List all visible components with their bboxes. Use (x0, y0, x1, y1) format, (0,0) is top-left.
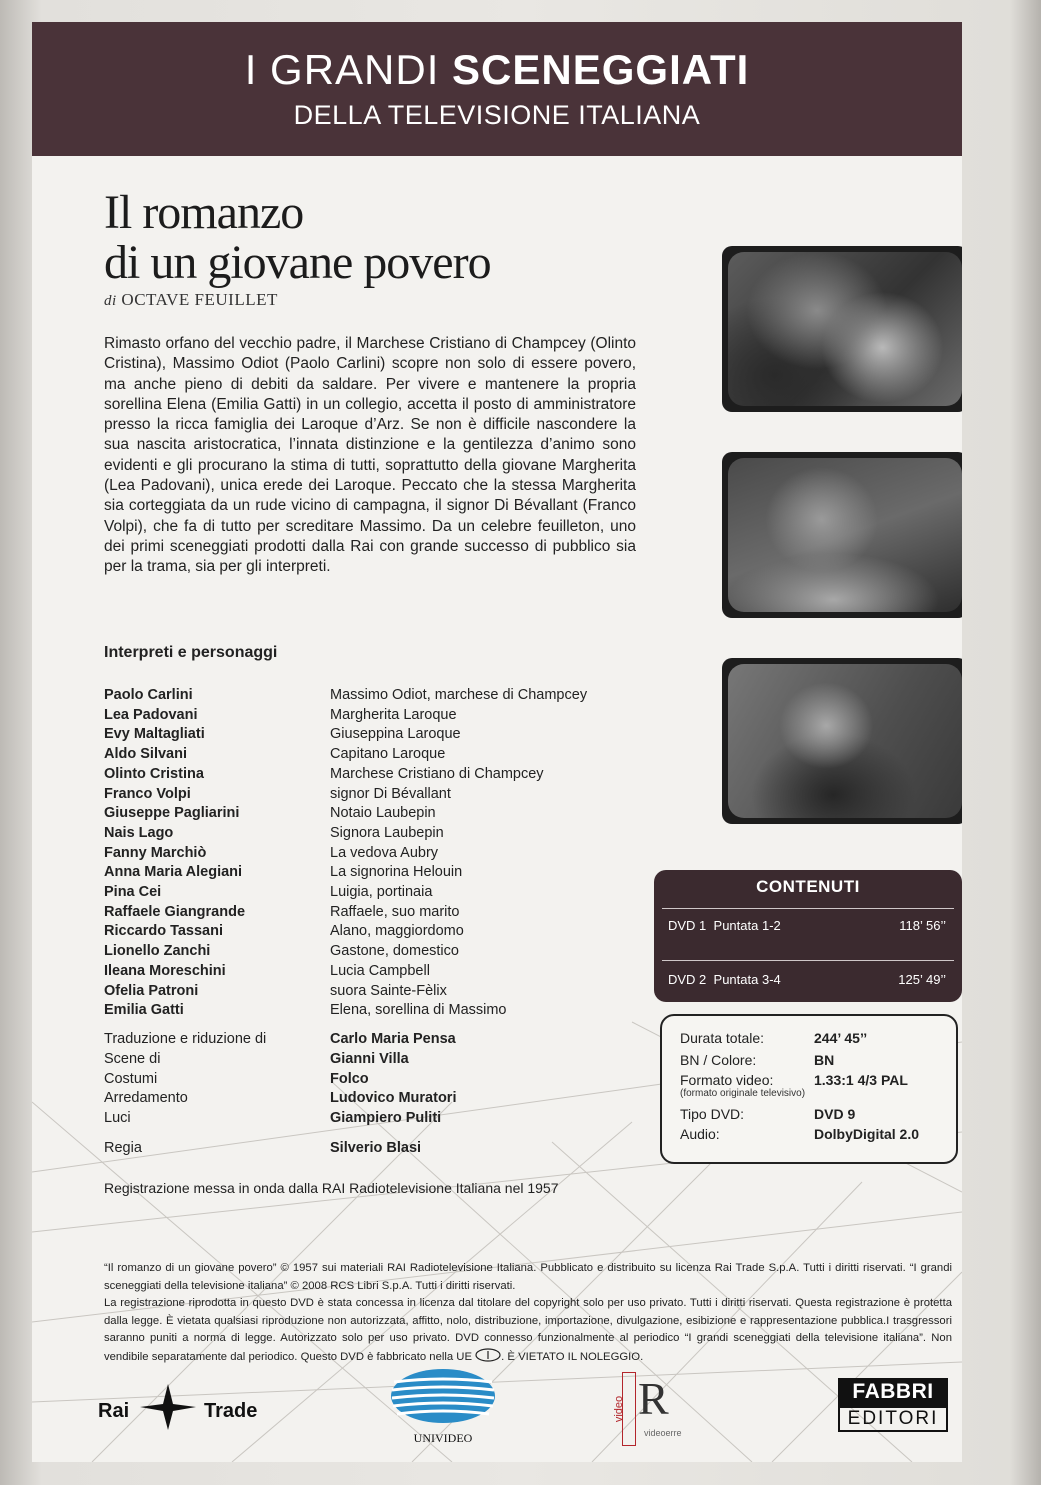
synopsis: Rimasto orfano del vecchio padre, il Marchese Cristiano di Champcey (Olinto Cristina), Massimo Odiot (Paolo Carlini) scopre non solo di essere povero, ma anche pieno di debiti da saldare. Per vivere e mantenere la propria sorellina Elena (Emilia Gatti) in un collegio, accetta il posto di amministratore presso la ricca famiglia dei Laroque d’Arz. Se non è difficile nascondere la sua nascita aristocratica, l’innata distinzione e la gentilezza d’animo sono evidenti e gli procurano la stima di tutti, soprattutto della giovane Margherita (Lea Padovani), unica erede dei Laroque. Peccato che la stessa Margherita sia corteggiata da un rude vicino di campagna, il signor Di Bévallant (Franco Volpi), che fa di tutto per screditare Massimo. Da un celebre feuilleton, uno dei primi sceneggiati prodotti dalla Rai con grande successo di pubblico sia per la trama, sia per gli interpreti. (104, 335, 636, 576)
contents-heading: CONTENUTI (756, 877, 860, 896)
actor-name: Lea Padovani (104, 706, 198, 723)
region-2-icon (475, 1348, 501, 1362)
actor-name: Lionello Zanchi (104, 943, 211, 960)
spec-row: Audio: DolbyDigital 2.0 (680, 1126, 920, 1142)
crew-role: Scene di (104, 1050, 161, 1067)
disc-row: DVD 2 Puntata 3-4 125’ 49’’ (668, 972, 946, 987)
star-emblem-icon (138, 1382, 198, 1432)
cast-heading: Interpreti e personaggi (104, 644, 278, 661)
character-name: Notaio Laubepin (330, 805, 436, 822)
cast-row (104, 962, 587, 982)
crew-role: Luci (104, 1110, 131, 1127)
character-name: signor Di Bévallant (330, 785, 451, 802)
cast-row (104, 863, 587, 883)
character-name: Raffaele, suo marito (330, 903, 460, 920)
copyright-text: “Il romanzo di un giovane povero” © 1957 sui materiali RAI Radiotelevisione Italiana. Pubblicato e distribuito su licenza Rai Trade S.p.A. Tutti i diritti riservati. “I grandi sceneggiati della televisione italiana” © 2008 RCS Libri S.p.A. Tutti i diritti riservati. (104, 1262, 952, 1292)
actor-name: Pina Cei (104, 884, 162, 901)
disc-row: DVD 1 Puntata 1-2 118’ 56’’ (668, 918, 946, 933)
spec-row: Tipo DVD: DVD 9 (680, 1106, 856, 1122)
character-name: Capitano Laroque (330, 746, 446, 763)
actor-name: Emilia Gatti (104, 1002, 184, 1019)
broadcast-note: Registrazione messa in onda dalla RAI Radiotelevisione Italiana nel 1957 (104, 1180, 559, 1196)
actor-name: Fanny Marchiò (104, 844, 207, 861)
director-row: Regia Silverio Blasi (104, 1139, 422, 1156)
videoerre-r-icon: R (638, 1373, 669, 1424)
spec-row: Formato video: 1.33:1 4/3 PAL (680, 1072, 908, 1088)
character-name: Alano, maggiordomo (330, 923, 464, 940)
cast-row (104, 1001, 587, 1021)
spec-row: Durata totale: 244’ 45’’ (680, 1030, 868, 1046)
contents-box (654, 870, 962, 1002)
actor-name: Nais Lago (104, 824, 174, 841)
crew-name: Carlo Maria Pensa (330, 1031, 456, 1047)
cast-row (104, 942, 587, 962)
cast-row (104, 706, 587, 726)
cast-row (104, 982, 587, 1002)
crew-role: Traduzione e riduzione di (104, 1031, 267, 1047)
film-title: Il romanzo di un giovane povero (104, 186, 491, 289)
series-title: I GRANDI SCENEGGIATI (244, 46, 750, 93)
format-note: (formato originale televisivo) (680, 1088, 806, 1099)
actor-name: Riccardo Tassani (104, 923, 224, 940)
character-name: Signora Laubepin (330, 824, 444, 841)
crew-row (104, 1089, 456, 1109)
crew-row (104, 1109, 456, 1129)
character-name: Massimo Odiot, marchese di Champcey (330, 687, 588, 703)
actor-name: Aldo Silvani (104, 746, 187, 763)
crew-name: Folco (330, 1070, 369, 1087)
character-name: La signorina Helouin (330, 864, 463, 881)
character-name: suora Sainte-Fèlix (330, 982, 447, 999)
cast-row (104, 824, 587, 844)
divider (662, 960, 954, 961)
cast-row (104, 765, 587, 785)
author-credit: di OCTAVE FEUILLET (104, 290, 278, 309)
series-banner (32, 22, 962, 156)
divider (662, 908, 954, 909)
cast-row (104, 883, 587, 903)
cast-row (104, 686, 587, 706)
actor-name: Evy Maltagliati (104, 726, 205, 743)
crew-list (104, 1030, 456, 1159)
character-name: Giuseppina Laroque (330, 726, 461, 743)
rai-trade-logo: Rai Trade (98, 1378, 288, 1438)
crew-name: Gianni Villa (330, 1050, 409, 1067)
logo-strip (32, 1368, 962, 1448)
character-name: La vedova Aubry (330, 844, 439, 861)
actor-name: Olinto Cristina (104, 765, 204, 782)
character-name: Luigia, portinaia (330, 884, 433, 901)
actor-name: Raffaele Giangrande (104, 903, 246, 920)
cast-row (104, 903, 587, 923)
crew-name: Giampiero Puliti (330, 1110, 442, 1127)
univideo-logo: UNIVIDEO (388, 1368, 498, 1444)
back-cover (32, 22, 962, 1462)
tv-still-3 (722, 658, 962, 824)
actor-name: Anna Maria Alegiani (104, 864, 243, 881)
cast-row (104, 785, 587, 805)
crew-role: Arredamento (104, 1090, 188, 1107)
crew-name: Ludovico Muratori (330, 1090, 457, 1107)
character-name: Marchese Cristiano di Champcey (330, 765, 544, 782)
cast-row (104, 804, 587, 824)
series-subtitle: DELLA TELEVISIONE ITALIANA (293, 100, 701, 130)
fabbri-editori-logo: FABBRI EDITORI (838, 1378, 948, 1438)
character-name: Margherita Laroque (330, 706, 457, 723)
actor-name: Ileana Moreschini (104, 962, 226, 979)
actor-name: Giuseppe Pagliarini (104, 805, 240, 822)
videoerre-bar: video (622, 1372, 636, 1446)
univideo-wave-icon (388, 1368, 498, 1424)
crew-row (104, 1030, 456, 1050)
videoerre-logo: video R videoerre (622, 1372, 702, 1444)
tv-still-2 (722, 452, 962, 618)
crew-role: Costumi (104, 1070, 158, 1087)
tv-still-1 (722, 246, 962, 412)
actor-name: Franco Volpi (104, 785, 191, 802)
cast-row (104, 922, 587, 942)
legal-notice (104, 1260, 952, 1366)
crew-row (104, 1050, 456, 1070)
actor-name: Ofelia Patroni (104, 982, 199, 999)
cast-row (104, 844, 587, 864)
cast-row (104, 745, 587, 765)
technical-specs (660, 1014, 958, 1164)
character-name: Lucia Campbell (330, 962, 430, 979)
actor-name: Paolo Carlini (104, 687, 193, 703)
spec-row: BN / Colore: BN (680, 1052, 835, 1068)
character-name: Gastone, domestico (330, 943, 459, 960)
license-text: La registrazione riprodotta in questo DVD è stata concessa in licenza dal titolare del copyright solo per uso privato. Tutti i diritti riservati. Questa registrazione è protetta dalla legge. È vietata qualsiasi riproduzione non autorizzata, affitto, nolo, distribuzione, importazione, divulgazione, esibizione e rappresentazione pubblica.I trasgressori saranno puniti a norma di legge. Autorizzato solo per uso privato. DVD connesso funzionalmente al periodico “I grandi sceneggiati della televisione italiana”. Non vendibile separatamente dal periodico. Questo DVD è fabbricato nella UE . È VIETATO IL NOLEGGIO. (104, 1297, 952, 1363)
cast-list (104, 686, 587, 1021)
character-name: Elena, sorellina di Massimo (330, 1002, 507, 1019)
cast-row (104, 725, 587, 745)
crew-row (104, 1070, 456, 1090)
